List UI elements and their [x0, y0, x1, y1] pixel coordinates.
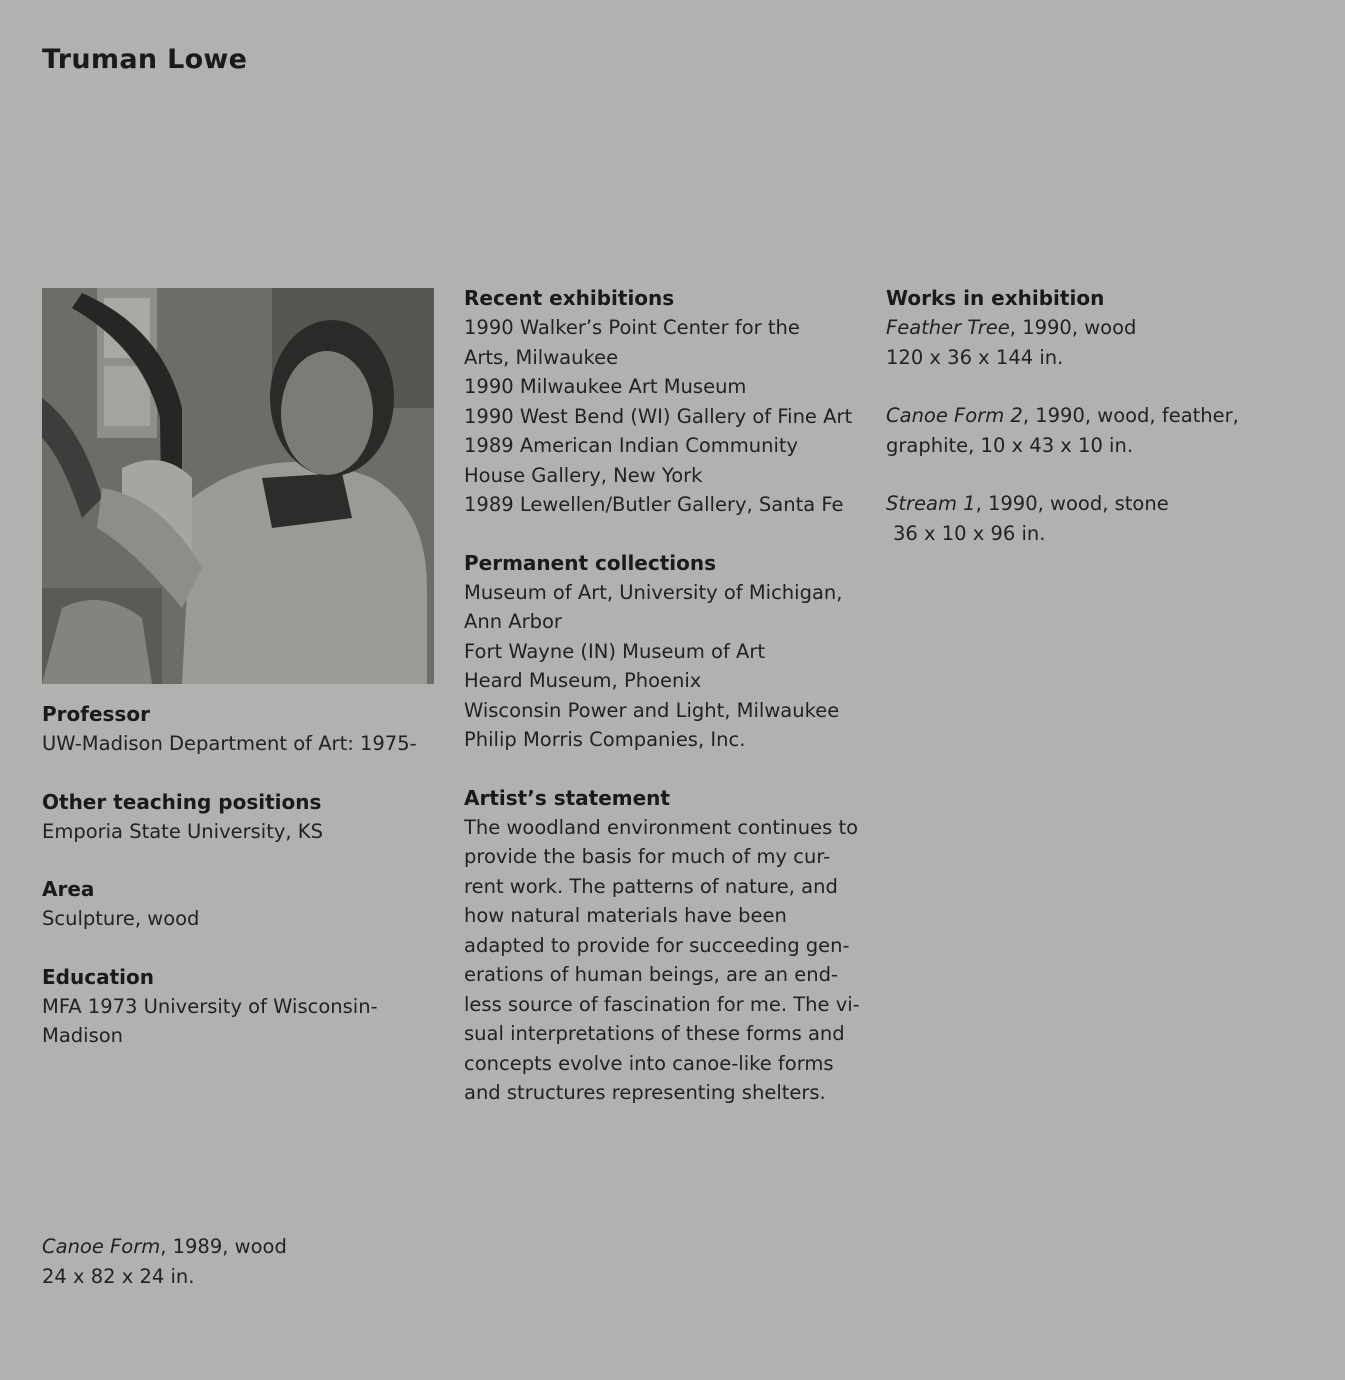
work-rest: , 1990, wood, stone — [975, 492, 1169, 515]
work-dims: 36 x 10 x 96 in. — [893, 521, 1046, 545]
work-item — [886, 489, 1306, 548]
area-text: Sculpture, wood — [42, 907, 200, 930]
exhibition-line: 1989 American Indian Community — [464, 434, 799, 457]
work-rest: , 1990, wood — [1009, 316, 1137, 339]
work-line-1 — [886, 401, 1306, 431]
collection-line: Fort Wayne (IN) Museum of Art — [464, 639, 766, 663]
statement-line: provide the basis for much of my cur- — [464, 845, 831, 868]
work-line-1 — [886, 489, 1306, 519]
statement-line: adapted to provide for succeeding gen- — [464, 933, 850, 957]
right-column — [886, 284, 1306, 577]
exhibition-line: 1990 West Bend (WI) Gallery of Fine Art — [464, 404, 853, 428]
photo-caption — [42, 1232, 287, 1291]
area-heading: Area — [42, 877, 95, 901]
caption-title: Canoe Form — [42, 1235, 161, 1258]
statement-line: sual interpretations of these forms and — [464, 1022, 845, 1045]
collection-line: Heard Museum, Phoenix — [464, 669, 702, 692]
caption-line-1 — [42, 1232, 287, 1262]
left-column — [42, 288, 442, 1080]
professor-text: UW-Madison Department of Art: 1975- — [42, 732, 417, 755]
caption-rest: , 1989, wood — [160, 1235, 287, 1258]
professor-section — [42, 700, 442, 759]
statement-line: how natural materials have been — [464, 904, 787, 927]
artist-photo — [42, 288, 434, 684]
statement-line: less source of fascination for me. The vi- — [464, 992, 860, 1016]
exhibition-line: Arts, Milwaukee — [464, 345, 619, 369]
statement-line: and structures representing shelters. — [464, 1081, 826, 1104]
permanent-collections-heading: Permanent collections — [464, 550, 717, 575]
caption-dims: 24 x 82 x 24 in. — [42, 1264, 195, 1288]
exhibition-line: 1990 Milwaukee Art Museum — [464, 375, 747, 398]
education-line: Madison — [42, 1024, 124, 1047]
professor-heading: Professor — [42, 702, 150, 726]
work-item — [886, 401, 1306, 460]
collection-line: Museum of Art, University of Michigan, — [464, 580, 843, 604]
collection-line: Wisconsin Power and Light, Milwaukee — [464, 698, 840, 722]
other-teaching-heading: Other teaching positions — [42, 789, 322, 814]
statement-line: rent work. The patterns of nature, and — [464, 874, 838, 898]
work-line-1 — [886, 313, 1306, 343]
work-dims: graphite, 10 x 43 x 10 in. — [886, 433, 1134, 457]
other-teaching-section — [42, 788, 442, 847]
area-section — [42, 875, 442, 934]
recent-exhibitions-heading: Recent exhibitions — [464, 286, 675, 310]
statement-line: erations of human beings, are an end- — [464, 963, 838, 986]
exhibition-line: House Gallery, New York — [464, 463, 703, 487]
other-teaching-text: Emporia State University, KS — [42, 819, 323, 843]
work-title: Canoe Form 2 — [886, 404, 1023, 427]
education-line: MFA 1973 University of Wisconsin- — [42, 994, 378, 1018]
artist-statement-heading: Artist’s statement — [464, 785, 670, 810]
statement-line: The woodland environment continues to — [464, 815, 859, 839]
work-item — [886, 313, 1306, 372]
work-rest: , 1990, wood, feather, — [1022, 404, 1239, 427]
exhibition-line: 1989 Lewellen/Butler Gallery, Santa Fe — [464, 493, 844, 516]
permanent-collections-section — [464, 549, 869, 755]
exhibition-line: 1990 Walker’s Point Center for the — [464, 316, 800, 339]
works-heading: Works in exhibition — [886, 286, 1105, 310]
work-dims: 120 x 36 x 144 in. — [886, 345, 1064, 369]
education-section — [42, 963, 442, 1051]
artist-statement-section — [464, 784, 869, 1108]
work-title: Stream 1 — [886, 492, 976, 515]
recent-exhibitions-section — [464, 284, 869, 520]
work-title: Feather Tree — [886, 316, 1010, 339]
collection-line: Philip Morris Companies, Inc. — [464, 728, 746, 751]
page-title: Truman Lowe — [42, 44, 248, 75]
education-heading: Education — [42, 964, 154, 989]
collection-line: Ann Arbor — [464, 610, 562, 633]
middle-column — [464, 284, 869, 1137]
statement-line: concepts evolve into canoe-like forms — [464, 1051, 834, 1075]
